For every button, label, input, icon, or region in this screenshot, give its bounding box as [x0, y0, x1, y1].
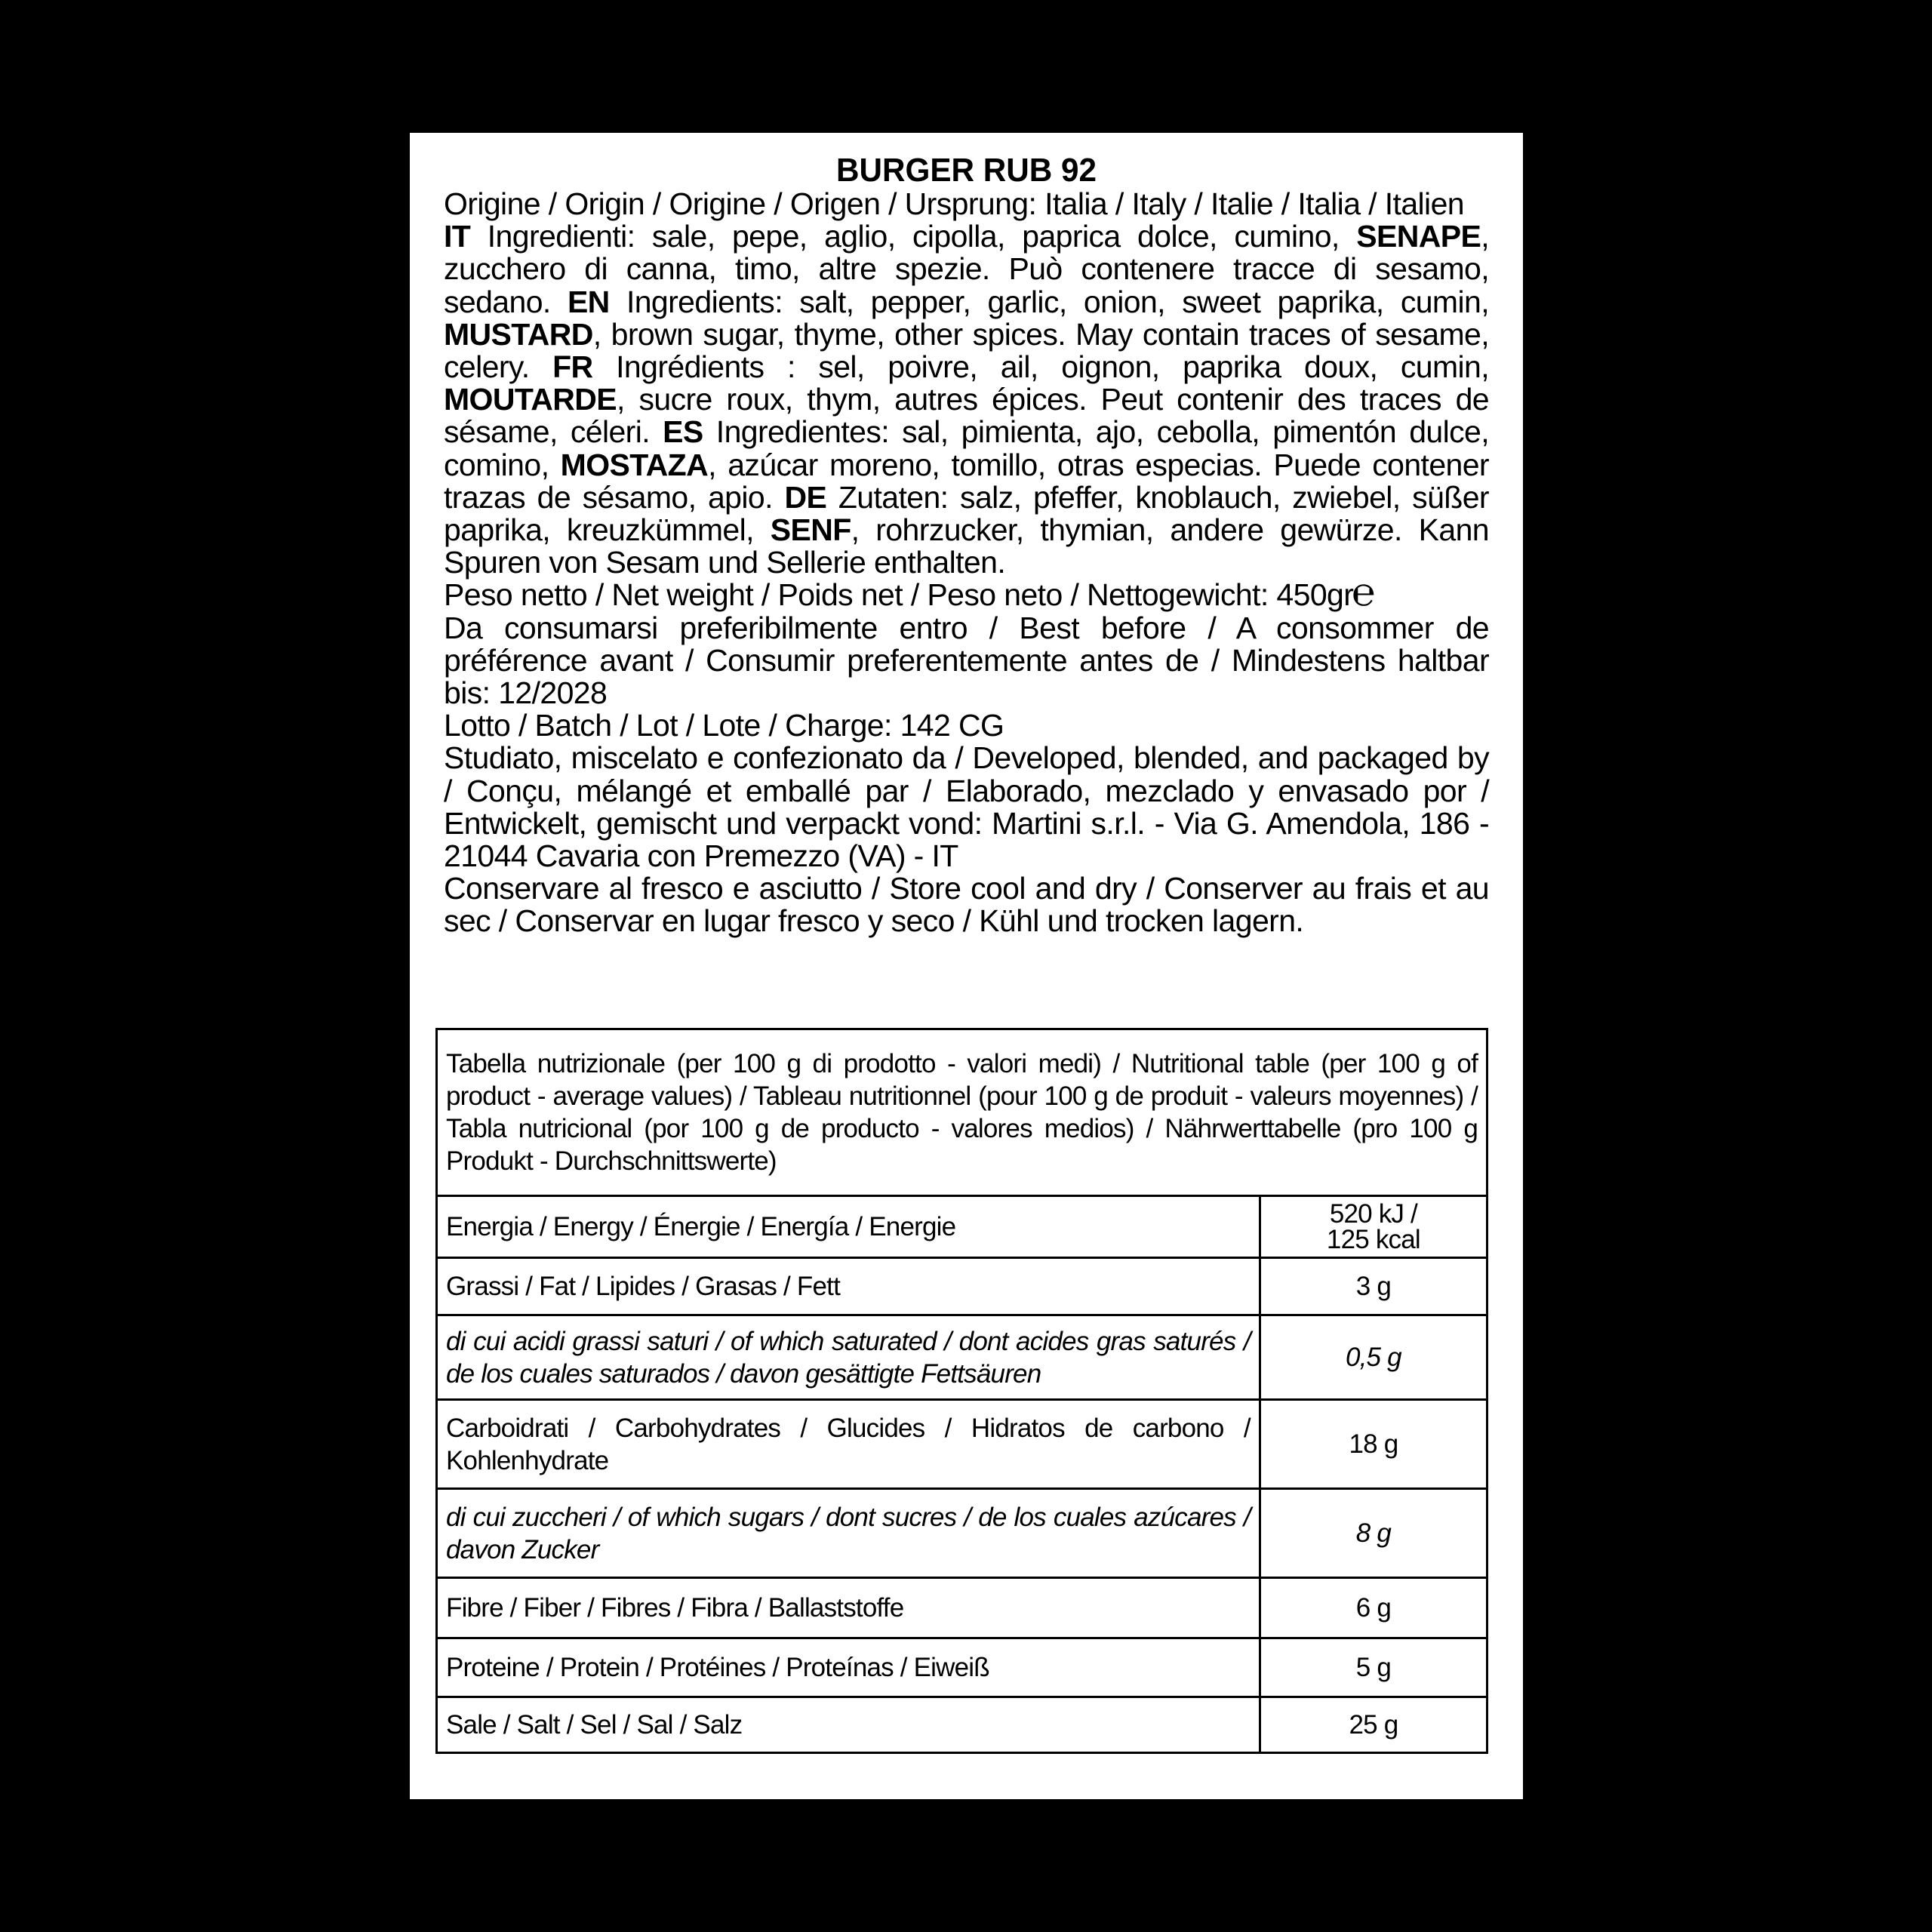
nutrient-name-salt: Sale / Salt / Sel / Sal / Salz [437, 1697, 1260, 1753]
ingredients-de-a: Zutaten: salz, pfeffer, knoblauch, zwiebel, süßer paprika, kreuzkümmel, [444, 479, 1489, 548]
nutrition-header: Tabella nutrizionale (per 100 g di prodotto - valori medi) / Nutritional table (per 100 g of product - average values) / Tableau nutritionnel (pour 100 g de produit - valeurs moyennes) / Tabla nutricional (por 100 g de producto - valores medios) / Nährwerttabelle (pro 100 g Produkt - Durchschnittswerte) [437, 1029, 1487, 1196]
ingredients-it-b: , zucchero di canna, timo, altre spezie. Può contenere tracce di sesamo, sedano. [444, 219, 1490, 319]
lang-tag-de: DE [784, 479, 827, 515]
producer-text: Studiato, miscelato e confezionato da / Developed, blended, and packaged by / Conçu, mélangé et emballé par / Elaborado, mezclado y envasado por / Entwickelt, gemischt und verpackt vond: Martini s.r.l. - Via G. Amendola, 186 - 21044 Cavaria con Premezzo (VA) - IT [444, 740, 1489, 874]
ingredients-fr-b: , sucre roux, thym, autres épices. Peut contenir des traces de sésame, céleri. [444, 382, 1489, 450]
table-row [437, 1638, 1487, 1697]
nutrition-header-row [437, 1029, 1487, 1196]
nutrient-value-protein: 5 g [1260, 1638, 1487, 1697]
ingredients-text [444, 220, 1489, 579]
allergen-es: MOSTAZA [560, 447, 709, 482]
energy-kj: 520 kJ / [1329, 1198, 1417, 1229]
net-weight-text: Peso netto / Net weight / Poids net / Peso neto / Nettogewicht: 450gr [444, 577, 1354, 613]
best-before-text: Da consumarsi preferibilmente entro / Best before / A consommer de préférence avant / Consumir preferentemente antes de / Mindestens haltbar bis: 12/2028 [444, 610, 1489, 711]
ingredients-es-b: , azúcar moreno, tomillo, otras especias. Puede contener trazas de sésamo, apio. [444, 447, 1489, 515]
ingredients-it-a: Ingredienti: sale, pepe, aglio, cipolla, paprica dolce, cumino, [487, 219, 1340, 254]
label-text [444, 188, 1489, 938]
nutrient-value-sugars: 8 g [1260, 1489, 1487, 1578]
allergen-de: SENF [770, 512, 851, 548]
nutrient-value-saturated: 0,5 g [1260, 1315, 1487, 1400]
nutrient-name-carbohydrates: Carboidrati / Carbohydrates / Glucides / Hidratos de carbono / Kohlenhydrate [437, 1400, 1260, 1489]
nutrient-value-fat: 3 g [1260, 1258, 1487, 1315]
table-row [437, 1400, 1487, 1489]
ingredients-de-b: , rohrzucker, thymian, andere gewürze. Kann Spuren von Sesam und Sellerie enthalten. [444, 512, 1489, 580]
table-row [437, 1489, 1487, 1578]
ingredients-fr-a: Ingrédients : sel, poivre, ail, oignon, paprika doux, cumin, [616, 349, 1490, 385]
allergen-en: MUSTARD [444, 316, 593, 352]
lang-tag-es: ES [663, 414, 703, 450]
nutrient-name-protein: Proteine / Protein / Protéines / Proteínas / Eiweiß [437, 1638, 1260, 1697]
table-row [437, 1697, 1487, 1753]
allergen-fr: MOUTARDE [444, 382, 617, 417]
nutrient-name-fiber: Fibre / Fiber / Fibres / Fibra / Ballaststoffe [437, 1578, 1260, 1638]
nutrient-name-saturated: di cui acidi grassi saturi / of which saturated / dont acides gras saturés / de los cuales saturados / davon gesättigte Fettsäuren [437, 1315, 1260, 1400]
product-title: BURGER RUB 92 [835, 152, 1097, 189]
table-row [437, 1196, 1487, 1258]
lang-tag-it: IT [444, 219, 471, 254]
product-label [410, 133, 1523, 1799]
energy-kcal: 125 kcal [1326, 1224, 1420, 1254]
nutrition-table [435, 1028, 1488, 1754]
ingredients-es-a: Ingredientes: sal, pimienta, ajo, cebolla, pimentón dulce, comino, [444, 414, 1490, 482]
batch-text: Lotto / Batch / Lot / Lote / Charge: 142 CG [444, 708, 1004, 743]
nutrient-name-sugars: di cui zuccheri / of which sugars / dont sucres / de los cuales azúcares / davon Zucker [437, 1489, 1260, 1578]
origin-text: Origine / Origin / Origine / Origen / Ursprung: Italia / Italy / Italie / Italia / Italien [444, 186, 1464, 221]
table-row [437, 1258, 1487, 1315]
estimated-sign-icon: ℮ [1352, 570, 1375, 616]
nutrient-value-salt: 25 g [1260, 1697, 1487, 1753]
table-row [437, 1315, 1487, 1400]
net-weight-line [444, 570, 1489, 616]
nutrient-name-fat: Grassi / Fat / Lipides / Grasas / Fett [437, 1258, 1260, 1315]
ingredients-en-a: Ingredients: salt, pepper, garlic, onion, sweet paprika, cumin, [626, 284, 1489, 319]
ingredients-en-b: , brown sugar, thyme, other spices. May contain traces of sesame, celery. [444, 316, 1489, 385]
nutrient-value-carbohydrates: 18 g [1260, 1400, 1487, 1489]
nutrient-name-energy: Energia / Energy / Énergie / Energía / Energie [437, 1196, 1260, 1258]
lang-tag-fr: FR [552, 349, 593, 385]
nutrient-value-fiber: 6 g [1260, 1578, 1487, 1638]
allergen-it: SENAPE [1356, 219, 1481, 254]
storage-text: Conservare al fresco e asciutto / Store cool and dry / Conserver au frais et au sec / Conservar en lugar fresco y seco / Kühl und trocken lagern. [444, 871, 1489, 939]
lang-tag-en: EN [567, 284, 610, 319]
table-row [437, 1578, 1487, 1638]
nutrient-value-energy [1260, 1196, 1487, 1258]
